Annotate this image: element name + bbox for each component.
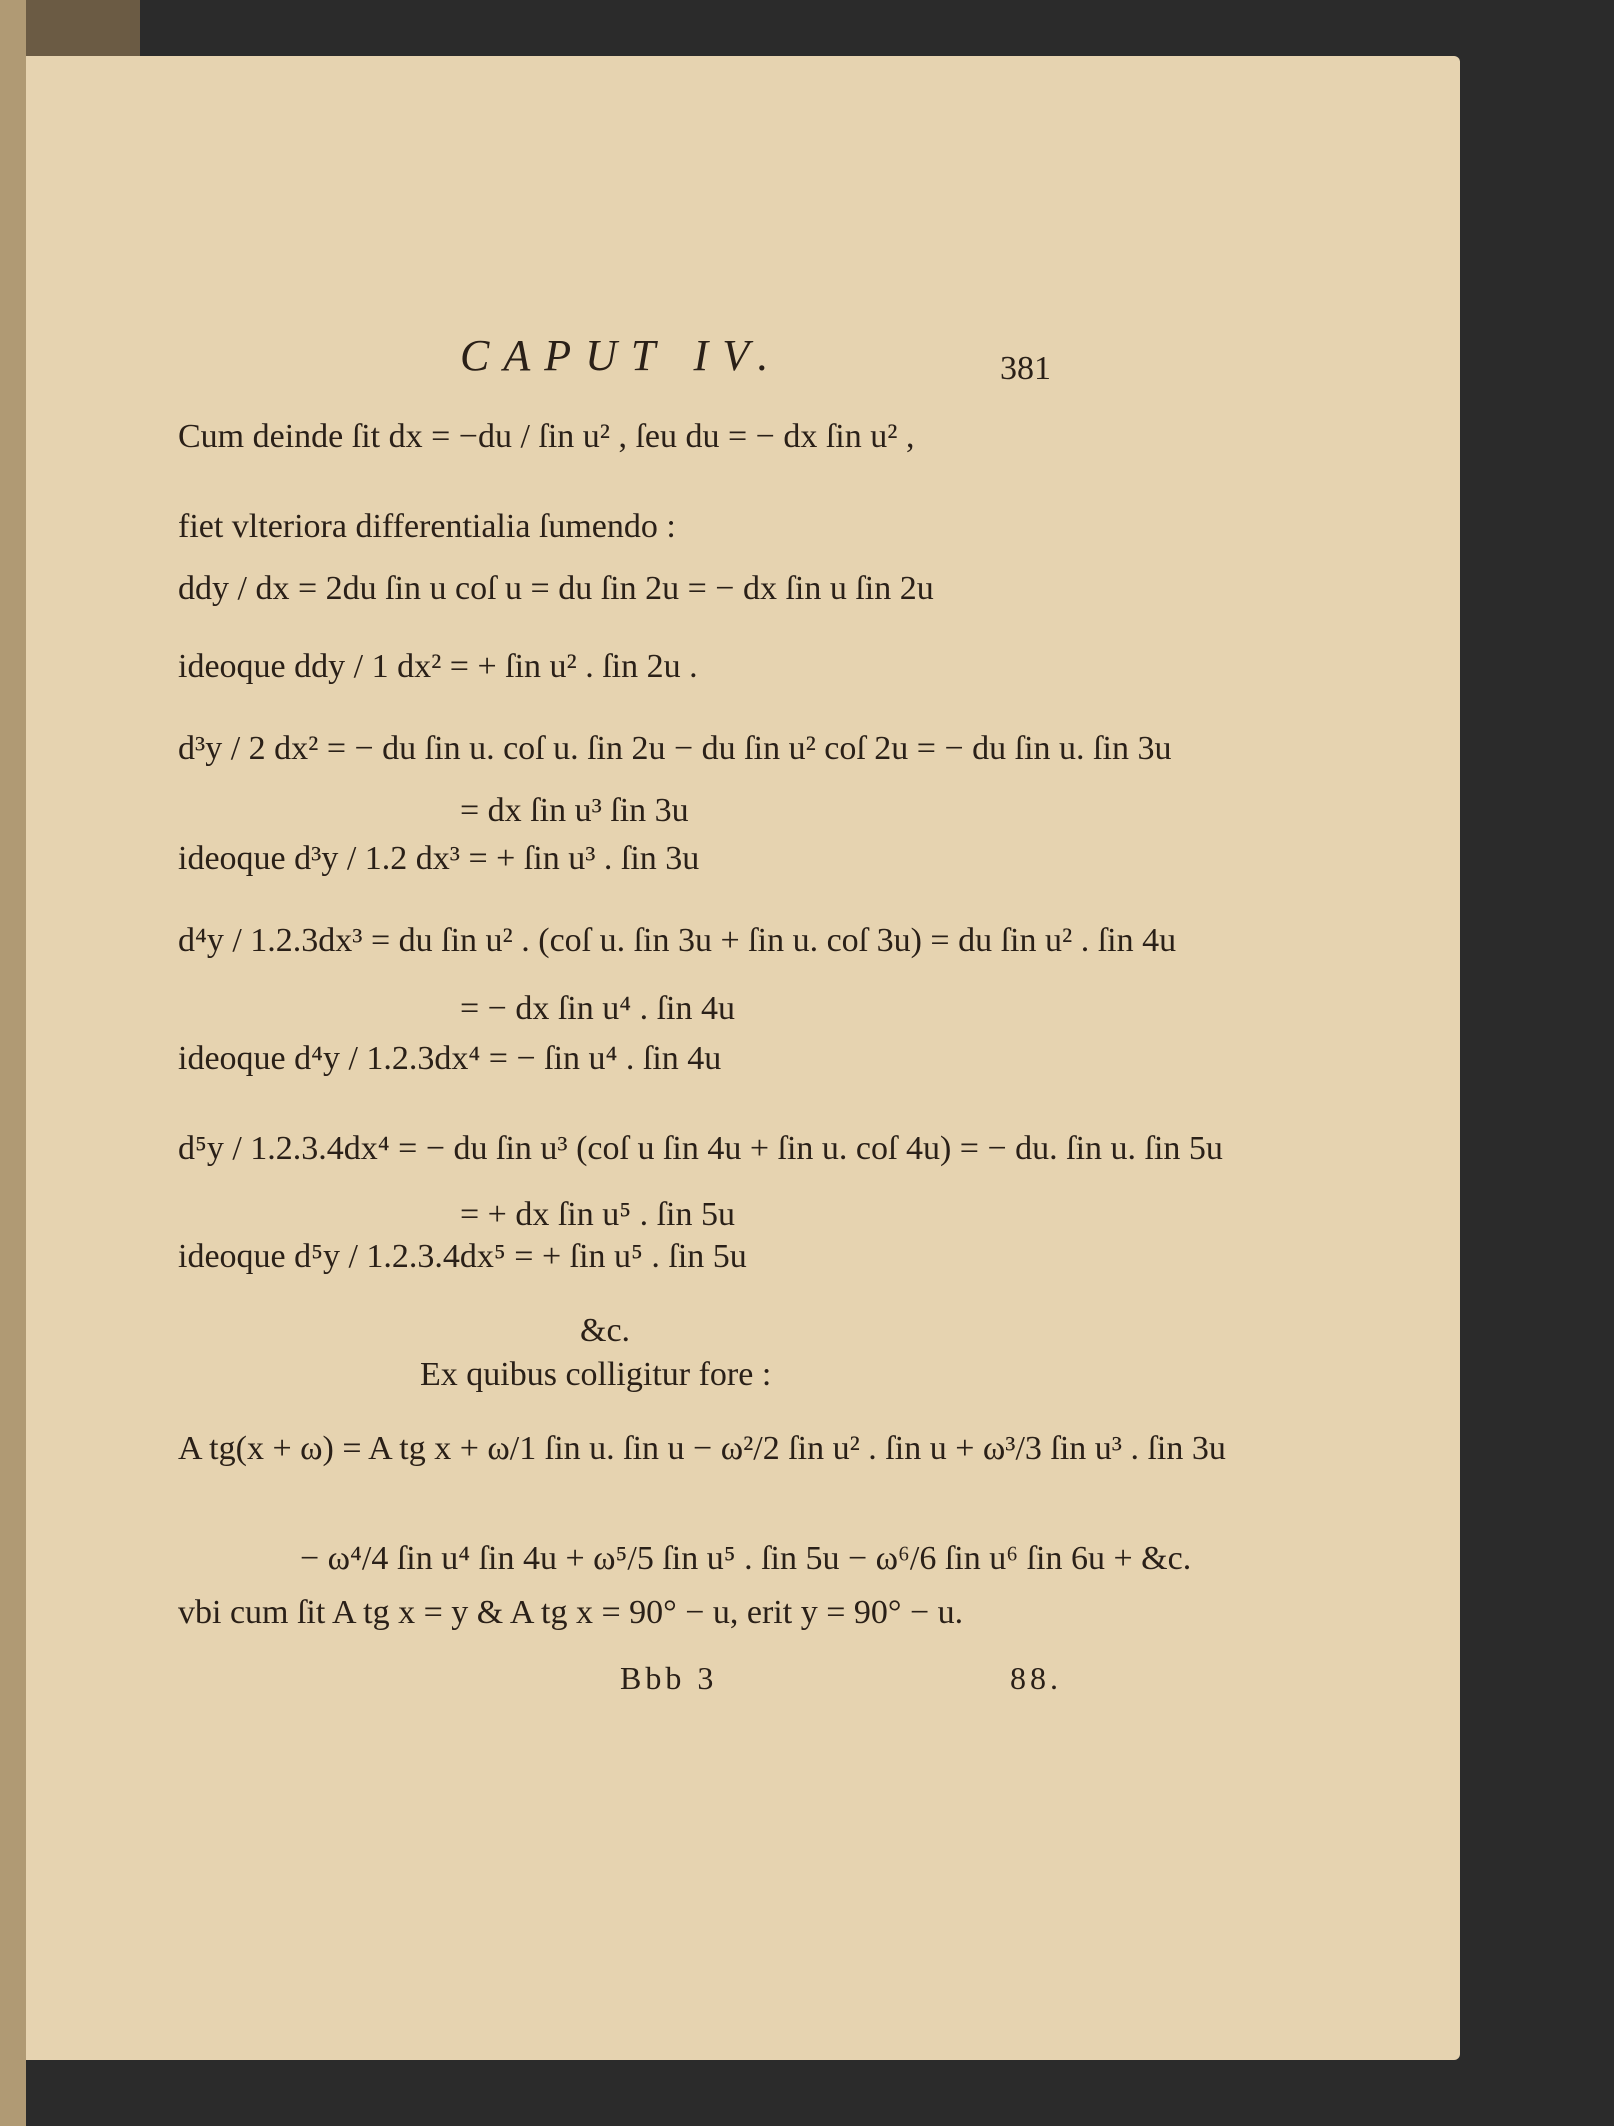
catchword: 88.: [1010, 1660, 1062, 1696]
body-line-15: Ex quibus colligitur fore :: [420, 1356, 772, 1393]
body-line-3: ddy / dx = 2du ſin u coſ u = du ſin 2u = − dx ſin u ſin 2u: [178, 570, 934, 607]
body-line-4: ideoque ddy / 1 dx² = + ſin u² . ſin 2u .: [178, 648, 698, 685]
body-line-8: d⁴y / 1.2.3dx³ = du ſin u² . (coſ u. ſin 3u + ſin u. coſ 3u) = du ſin u² . ſin 4u: [178, 922, 1177, 959]
signature-mark: Bbb 3: [620, 1660, 718, 1696]
book-edge: [0, 0, 26, 2126]
body-line-5: d³y / 2 dx² = − du ſin u. coſ u. ſin 2u − du ſin u² coſ 2u = − du ſin u. ſin 3u: [178, 730, 1172, 767]
body-line-10: ideoque d⁴y / 1.2.3dx⁴ = − ſin u⁴ . ſin 4u: [178, 1040, 722, 1077]
body-line-16: A tg(x + ω) = A tg x + ω/1 ſin u. ſin u − ω²/2 ſin u² . ſin u + ω³/3 ſin u³ . ſin 3u: [178, 1430, 1226, 1467]
body-line-14: &c.: [580, 1312, 631, 1349]
body-line-7: ideoque d³y / 1.2 dx³ = + ſin u³ . ſin 3u: [178, 840, 700, 877]
body-line-18: vbi cum ſit A tg x = y & A tg x = 90° − u, erit y = 90° − u.: [178, 1594, 964, 1631]
body-line-6: = dx ſin u³ ſin 3u: [460, 792, 689, 829]
page-number: 381: [1000, 350, 1051, 387]
body-line-17: − ω⁴/4 ſin u⁴ ſin 4u + ω⁵/5 ſin u⁵ . ſin 5u − ω⁶/6 ſin u⁶ ſin 6u + &c.: [300, 1540, 1192, 1577]
running-title: CAPUT IV.: [460, 331, 783, 380]
body-line-9: = − dx ſin u⁴ . ſin 4u: [460, 990, 735, 1027]
body-line-11: d⁵y / 1.2.3.4dx⁴ = − du ſin u³ (coſ u ſin 4u + ſin u. coſ 4u) = − du. ſin u. ſin 5u: [178, 1130, 1223, 1167]
body-line-2: fiet vlteriora differentialia ſumendo :: [178, 508, 676, 545]
body-line-1: Cum deinde ſit dx = −du / ſin u² , ſeu du = − dx ſin u² ,: [178, 418, 915, 455]
body-line-12: = + dx ſin u⁵ . ſin 5u: [460, 1196, 735, 1233]
body-line-13: ideoque d⁵y / 1.2.3.4dx⁵ = + ſin u⁵ . ſin 5u: [178, 1238, 747, 1275]
